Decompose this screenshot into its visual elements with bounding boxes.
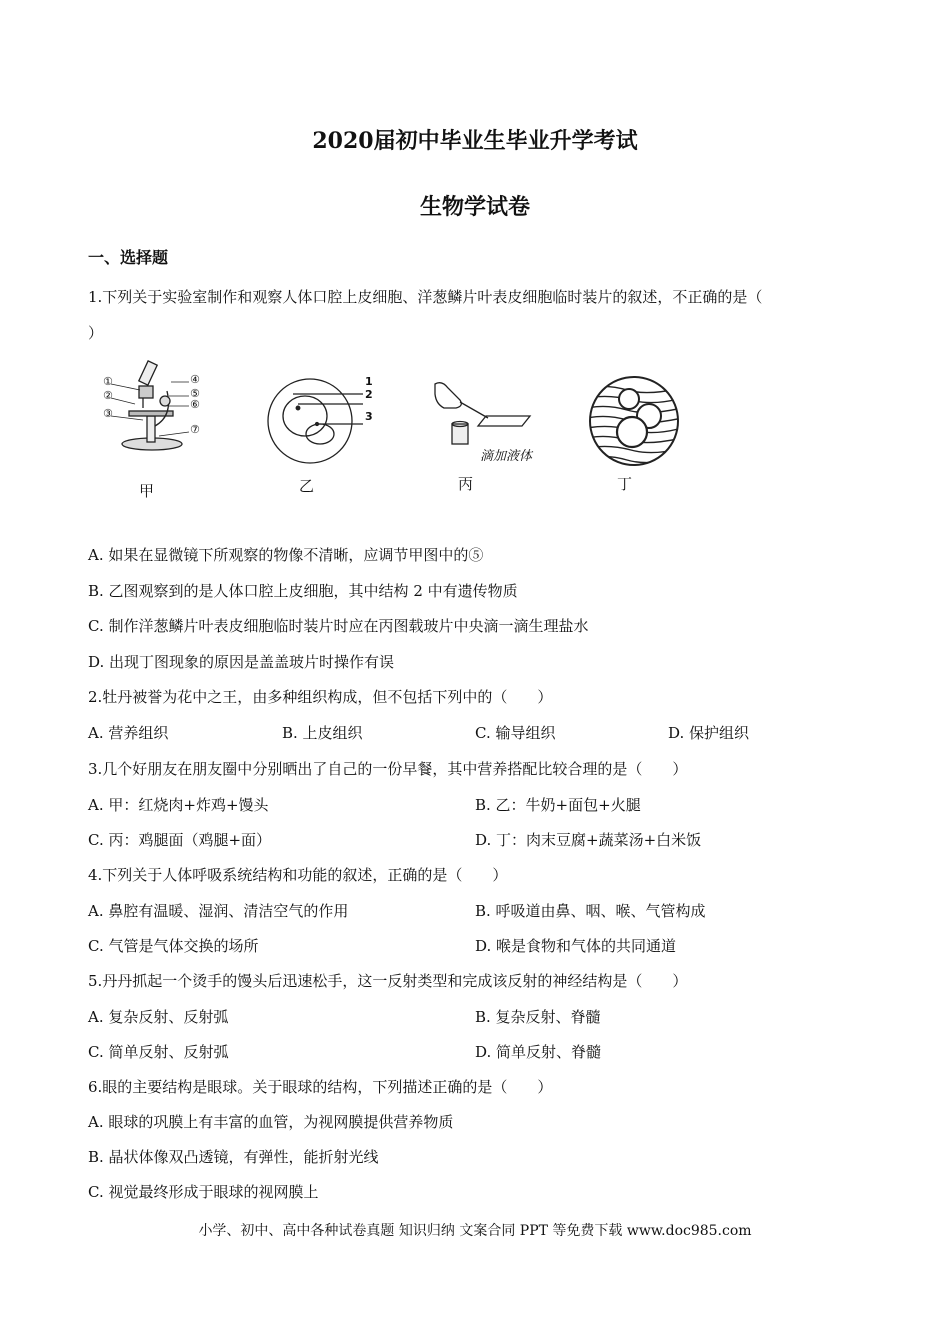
dropping-liquid-figure <box>430 374 540 449</box>
jia-label-1: ① <box>103 375 113 388</box>
q3-option-a: A. 甲：红烧肉+炸鸡+馒头 <box>88 796 269 814</box>
q4-option-d: D. 喉是食物和气体的共同通道 <box>475 937 677 955</box>
exam-title: 2020届初中毕业生毕业升学考试 <box>312 128 638 154</box>
q2-option-d: D. 保护组织 <box>668 724 750 742</box>
jia-label-5: ⑤ <box>190 387 200 400</box>
exam-subtitle: 生物学试卷 <box>419 194 530 220</box>
q6-option-a: A. 眼球的巩膜上有丰富的血管，为视网膜提供营养物质 <box>88 1113 454 1131</box>
q1-option-a: A. 如果在显微镜下所观察的物像不清晰，应调节甲图中的⑤ <box>88 546 484 564</box>
q4-stem: 4.下列关于人体呼吸系统结构和功能的叙述，正确的是（ ） <box>88 866 508 884</box>
q6-option-b: B. 晶状体像双凸透镜，有弹性，能折射光线 <box>88 1148 379 1166</box>
q3-option-c: C. 丙：鸡腿面（鸡腿+面） <box>88 831 272 849</box>
yi-label: 乙 <box>299 477 315 495</box>
q6-stem: 6.眼的主要结构是眼球。关于眼球的结构，下列描述正确的是（ ） <box>88 1078 553 1096</box>
q1-stem-end: ） <box>88 324 104 342</box>
q5-option-d: D. 简单反射、脊髓 <box>475 1043 602 1061</box>
q5-option-c: C. 简单反射、反射弧 <box>88 1043 229 1061</box>
bing-label: 丙 <box>458 475 474 493</box>
q1-figures <box>95 350 715 510</box>
q1-option-d: D. 出现丁图现象的原因是盖盖玻片时操作有误 <box>88 653 395 671</box>
q4-option-b: B. 呼吸道由鼻、咽、喉、气管构成 <box>475 902 706 920</box>
jia-label-4: ④ <box>190 373 200 386</box>
yi-label-3: 3 <box>365 410 373 423</box>
q1-option-b: B. 乙图观察到的是人体口腔上皮细胞，其中结构 2 中有遗传物质 <box>88 582 518 600</box>
q2-option-b: B. 上皮组织 <box>282 724 363 742</box>
jia-label-3: ③ <box>103 407 113 420</box>
q5-option-b: B. 复杂反射、脊髓 <box>475 1008 601 1026</box>
q6-option-c: C. 视觉最终形成于眼球的视网膜上 <box>88 1183 319 1201</box>
bing-caption: 滴加液体 <box>480 449 533 464</box>
q2-option-a: A. 营养组织 <box>88 724 169 742</box>
yi-label-1: 1 <box>365 375 373 388</box>
q3-option-b: B. 乙：牛奶+面包+火腿 <box>475 796 641 814</box>
q1-stem: 1.下列关于实验室制作和观察人体口腔上皮细胞、洋葱鳞片叶表皮细胞临时装片的叙述，不正确的是（ <box>88 288 763 306</box>
q1-option-c: C. 制作洋葱鳞片叶表皮细胞临时装片时应在丙图载玻片中央滴一滴生理盐水 <box>88 617 589 635</box>
page-footer: 小学、初中、高中各种试卷真题 知识归纳 文案合同 PPT 等免费下载 www.doc985.com <box>198 1223 752 1239</box>
air-bubble-figure <box>587 374 682 469</box>
q5-stem: 5.丹丹抓起一个烫手的馒头后迅速松手，这一反射类型和完成该反射的神经结构是（ ） <box>88 972 688 990</box>
ding-label: 丁 <box>617 475 633 493</box>
q3-option-d: D. 丁：肉末豆腐+蔬菜汤+白米饭 <box>475 831 702 849</box>
jia-label-2: ② <box>103 389 113 402</box>
cheek-cell-figure <box>265 376 380 466</box>
q3-stem: 3.几个好朋友在朋友圈中分别晒出了自己的一份早餐，其中营养搭配比较合理的是（ ） <box>88 760 688 778</box>
yi-label-2: 2 <box>365 388 373 401</box>
q2-stem: 2.牡丹被誉为花中之王，由多种组织构成，但不包括下列中的（ ） <box>88 688 553 706</box>
section-heading: 一、选择题 <box>88 248 169 267</box>
q2-option-c: C. 输导组织 <box>475 724 556 742</box>
q5-option-a: A. 复杂反射、反射弧 <box>88 1008 229 1026</box>
jia-label-6: ⑥ <box>190 398 200 411</box>
jia-label: 甲 <box>139 482 155 500</box>
jia-label-7: ⑦ <box>190 423 200 436</box>
q4-option-c: C. 气管是气体交换的场所 <box>88 937 259 955</box>
q4-option-a: A. 鼻腔有温暖、湿润、清洁空气的作用 <box>88 902 349 920</box>
